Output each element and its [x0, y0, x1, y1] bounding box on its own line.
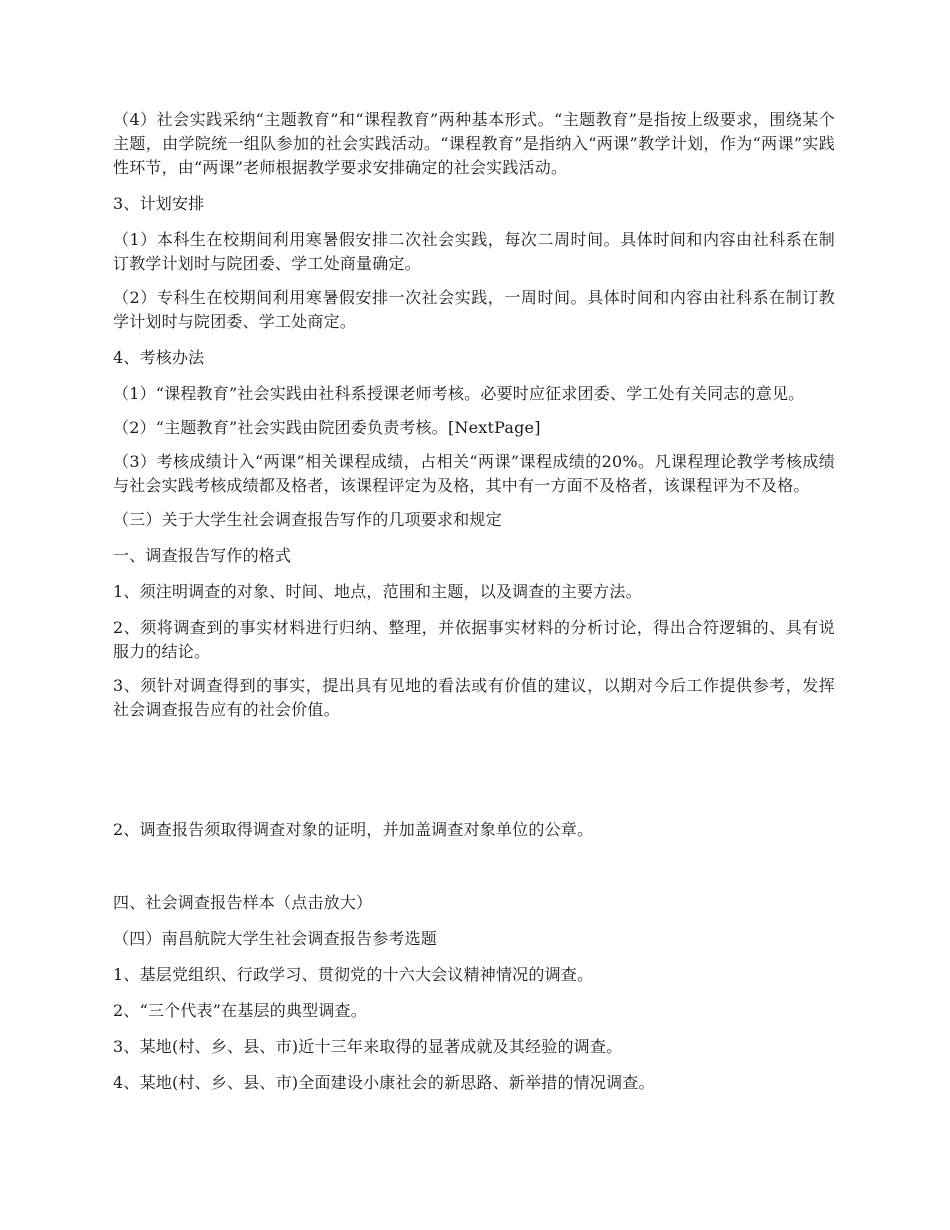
paragraph-course-assessment: （1）“课程教育”社会实践由社科系授课老师考核。必要时应征求团委、学工处有关同志的意见。 [113, 384, 805, 403]
paragraph-undergrad-plan: （1）本科生在校期间利用寒暑假安排二次社会实践，每次二周时间。具体时间和内容由社科系在制订教学计划时与院团委、学工处商量确定。 [113, 230, 835, 273]
list-item-report-proof: 2、调查报告须取得调查对象的证明，并加盖调查对象单位的公章。 [113, 820, 594, 839]
list-item-topic-2: 2、“三个代表”在基层的典型调查。 [113, 1001, 367, 1020]
paragraph-theme-assessment: （2）“主题教育”社会实践由院团委负责考核。[NextPage] [113, 418, 541, 437]
paragraph-practice-forms: （4）社会实践采纳“主题教育”和“课程教育”两种基本形式。“主题教育”是指按上级要求，围绕某个主题，由学院统一组队参加的社会实践活动。“课程教育”是指纳入“两课”教学计划，作为“两课”实践性环节，由“两课”老师根据教学要求安排确定的社会实践活动。 [113, 110, 835, 177]
paragraph-college-plan: （2）专科生在校期间利用寒暑假安排一次社会实践，一周时间。具体时间和内容由社科系在制订教学计划时与院团委、学工处商定。 [113, 288, 835, 331]
list-item-topic-4: 4、某地(村、乡、县、市)全面建设小康社会的新思路、新举措的情况调查。 [113, 1073, 655, 1092]
heading-topics: （四）南昌航院大学生社会调查报告参考选题 [113, 929, 438, 948]
heading-report-sample: 四、社会调查报告样本（点击放大） [113, 893, 373, 912]
heading-assessment: 4、考核办法 [113, 348, 205, 367]
list-item-format-3: 3、须针对调查得到的事实，提出具有见地的看法或有价值的建议，以期对今后工作提供参考，发挥社会调查报告应有的社会价值。 [113, 676, 835, 719]
list-item-format-1: 1、须注明调查的对象、时间、地点，范围和主题，以及调查的主要方法。 [113, 582, 642, 601]
list-item-format-2: 2、须将调查到的事实材料进行归纳、整理，并依据事实材料的分析讨论，得出合符逻辑的、具有说服力的结论。 [113, 618, 835, 661]
heading-report-requirements: （三）关于大学生社会调查报告写作的几项要求和规定 [113, 510, 502, 529]
heading-plan-arrangement: 3、计划安排 [113, 194, 205, 213]
document-body [113, 104, 835, 1095]
list-item-topic-1: 1、基层党组织、行政学习、贯彻党的十六大会议精神情况的调查。 [113, 965, 594, 984]
paragraph-score-rules: （3）考核成绩计入“两课”相关课程成绩，占相关“两课”课程成绩的20%。凡课程理论教学考核成绩与社会实践考核成绩都及格者，该课程评定为及格，其中有一方面不及格者，该课程评为不及格。 [113, 452, 835, 495]
list-item-topic-3: 3、某地(村、乡、县、市)近十三年来取得的显著成就及其经验的调查。 [113, 1037, 623, 1056]
heading-report-format: 一、调查报告写作的格式 [113, 546, 292, 565]
